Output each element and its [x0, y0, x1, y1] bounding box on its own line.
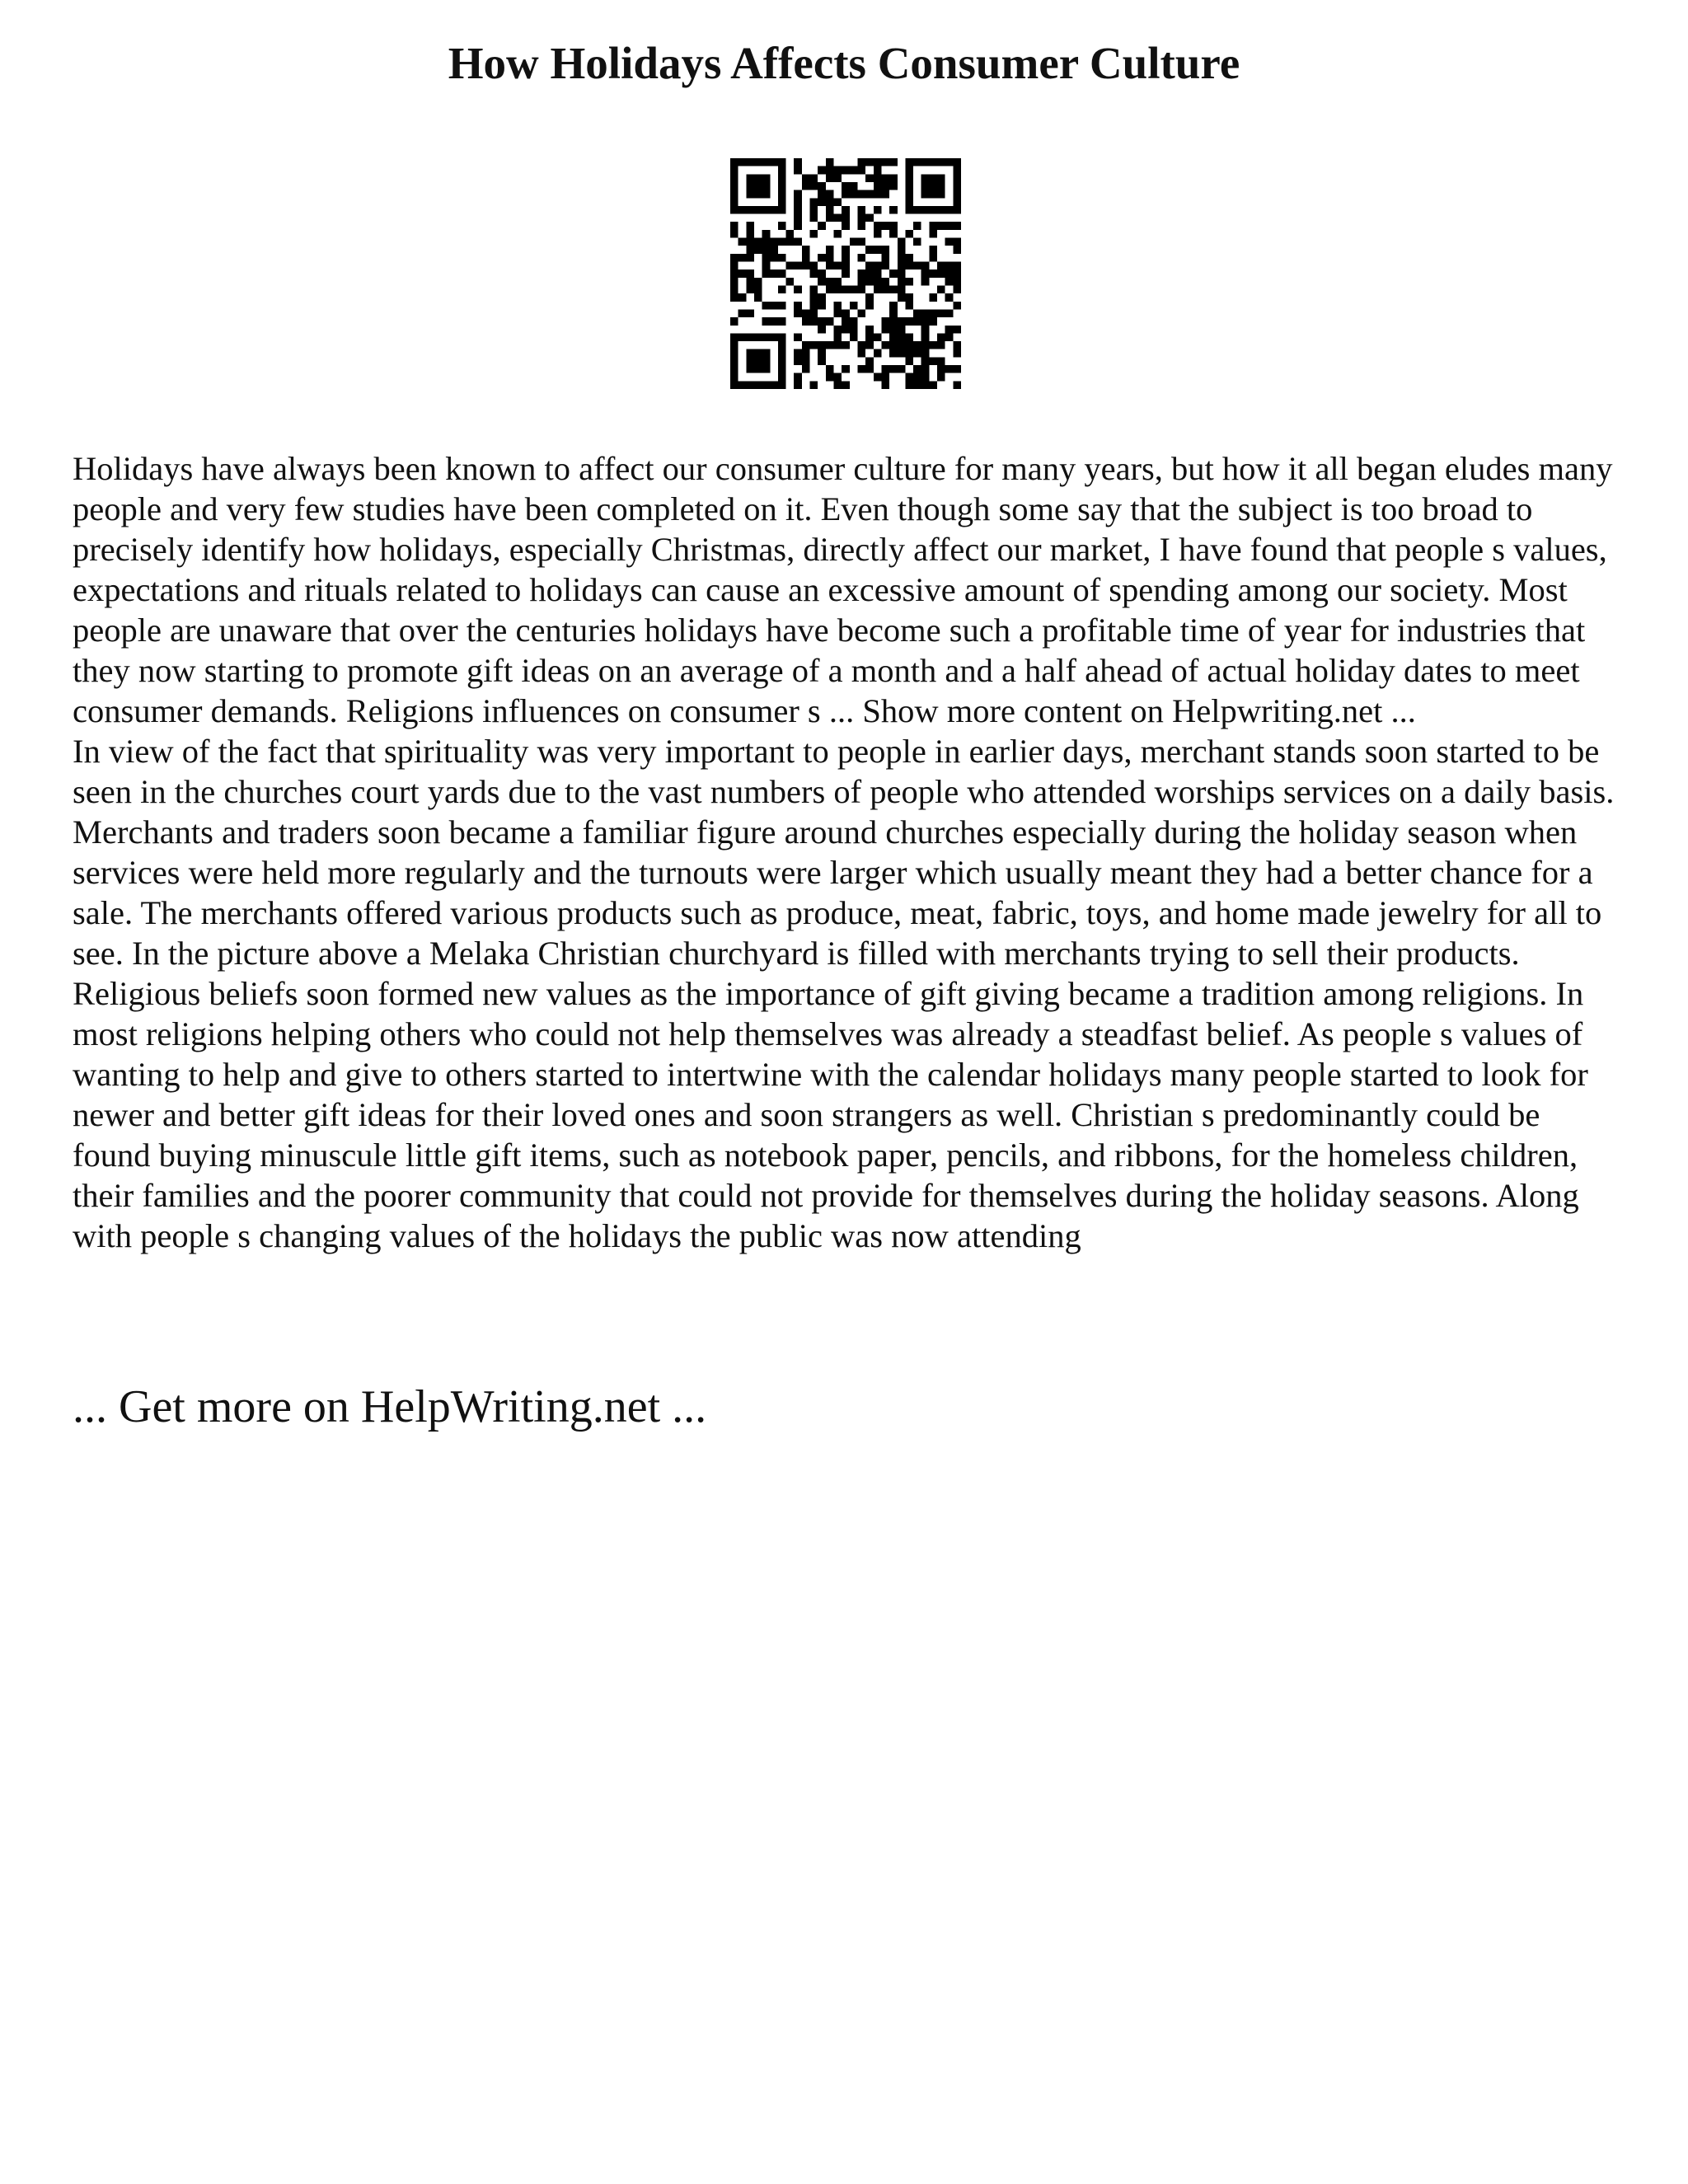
- paragraph-1: Holidays have always been known to affect our consumer culture for many years, but how it all began eludes many people and very few studies have been completed on it. Even though some say that the subject is too broad to precisely identify how holidays, especially Christmas, directly affect our market, I have found that people s values, expectations and rituals related to holidays can cause an excessive amount of spending among our society. Most people are unaware that over the centuries holidays have become such a profitable time of year for industries that they now starting to promote gift ideas on an average of a month and a half ahead of actual holiday dates to meet consumer demands. Religions influences on consumer s ... Show more content on Helpwriting.net ...: [73, 450, 1613, 729]
- article-body: [73, 448, 1622, 1256]
- qr-code-icon: [730, 158, 961, 389]
- get-more-link[interactable]: ... Get more on HelpWriting.net ...: [73, 1381, 707, 1432]
- paragraph-2: In view of the fact that spirituality was very important to people in earlier days, merchant stands soon started to be seen in the churches court yards due to the vast numbers of people who attended worships services on a daily basis. Merchants and traders soon became a familiar figure around churches especially during the holiday season when services were held more regularly and the turnouts were larger which usually meant they had a better chance for a sale. The merchants offered various products such as produce, meat, fabric, toys, and home made jewelry for all to see. In the picture above a Melaka Christian churchyard is filled with merchants trying to sell their products. Religious beliefs soon formed new values as the importance of gift giving became a tradition among religions. In most religions helping others who could not help themselves was already a steadfast belief. As people s values of wanting to help and give to others started to intertwine with the calendar holidays many people started to look for newer and better gift ideas for their loved ones and soon strangers as well. Christian s predominantly could be found buying minuscule little gift items, such as notebook paper, pencils, and ribbons, for the homeless children, their families and the poorer community that could not provide for themselves during the holiday seasons. Along with people s changing values of the holidays the public was now attending: [73, 733, 1615, 1254]
- page-title: How Holidays Affects Consumer Culture: [448, 38, 1240, 88]
- qr-code-graphic: [730, 158, 961, 389]
